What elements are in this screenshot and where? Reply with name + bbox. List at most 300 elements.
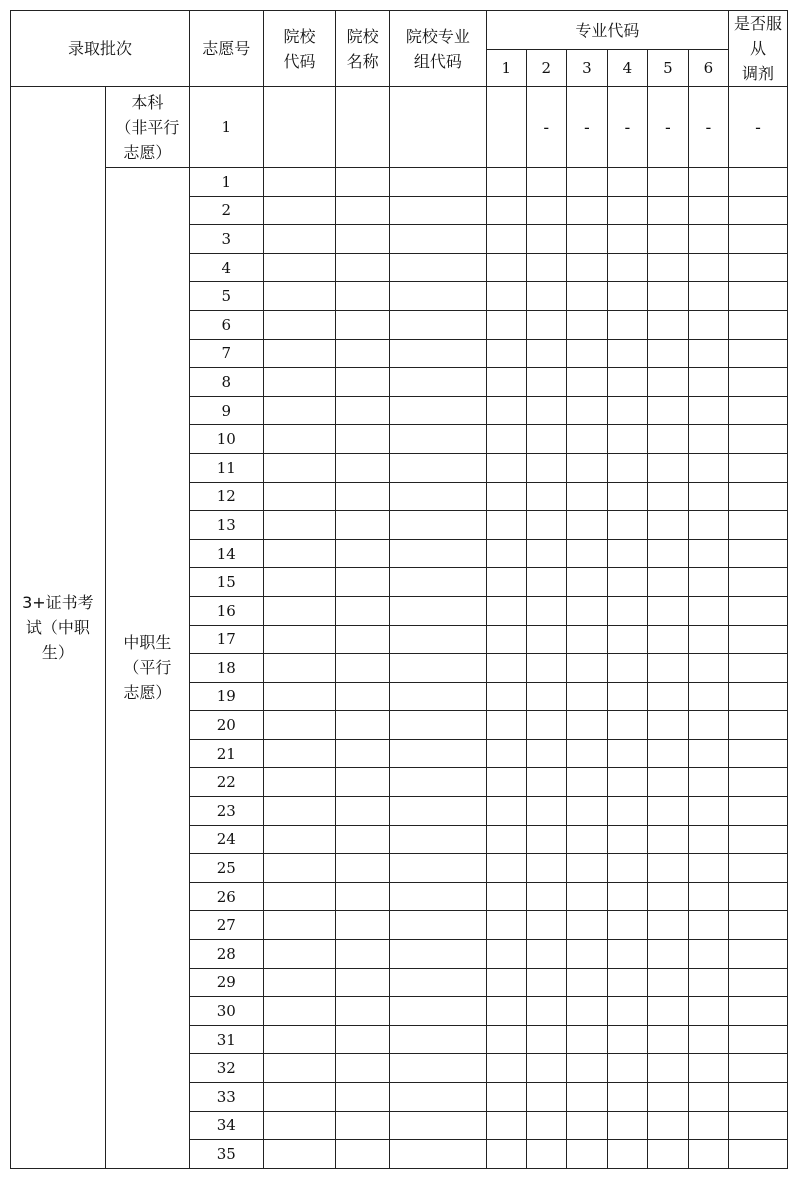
vocational-school-name-cell[interactable] [336,568,390,597]
vocational-group-code-cell[interactable] [389,396,486,425]
vocational-major-cell-1[interactable] [486,997,526,1026]
vocational-major-cell-2[interactable] [526,425,566,454]
vocational-major-cell-4[interactable] [607,425,647,454]
vocational-school-name-cell[interactable] [336,396,390,425]
vocational-major-cell-5[interactable] [647,168,688,197]
vocational-major-cell-3[interactable] [566,1054,607,1083]
vocational-major-cell-4[interactable] [607,225,647,254]
vocational-major-cell-5[interactable] [647,310,688,339]
vocational-school-code-cell[interactable] [263,968,336,997]
vocational-major-cell-3[interactable] [566,911,607,940]
vocational-major-cell-3[interactable] [566,797,607,826]
vocational-group-code-cell[interactable] [389,310,486,339]
vocational-school-code-cell[interactable] [263,1111,336,1140]
vocational-major-cell-1[interactable] [486,482,526,511]
vocational-school-name-cell[interactable] [336,1111,390,1140]
vocational-major-cell-1[interactable] [486,196,526,225]
vocational-major-cell-6[interactable] [688,940,728,969]
vocational-major-cell-4[interactable] [607,596,647,625]
vocational-group-code-cell[interactable] [389,1025,486,1054]
vocational-major-cell-1[interactable] [486,225,526,254]
vocational-group-code-cell[interactable] [389,1083,486,1112]
vocational-major-cell-4[interactable] [607,568,647,597]
vocational-adjust-cell[interactable] [728,539,787,568]
vocational-school-code-cell[interactable] [263,282,336,311]
vocational-school-name-cell[interactable] [336,282,390,311]
vocational-major-cell-6[interactable] [688,711,728,740]
vocational-school-name-cell[interactable] [336,654,390,683]
vocational-adjust-cell[interactable] [728,882,787,911]
vocational-major-cell-2[interactable] [526,539,566,568]
vocational-major-cell-6[interactable] [688,196,728,225]
vocational-major-cell-4[interactable] [607,625,647,654]
vocational-major-cell-5[interactable] [647,1025,688,1054]
vocational-school-code-cell[interactable] [263,253,336,282]
vocational-major-cell-6[interactable] [688,168,728,197]
vocational-major-cell-4[interactable] [607,825,647,854]
vocational-major-cell-2[interactable] [526,739,566,768]
vocational-major-cell-2[interactable] [526,453,566,482]
vocational-group-code-cell[interactable] [389,539,486,568]
vocational-major-cell-1[interactable] [486,310,526,339]
vocational-major-cell-6[interactable] [688,682,728,711]
vocational-major-cell-2[interactable] [526,1083,566,1112]
vocational-major-cell-6[interactable] [688,1140,728,1169]
vocational-major-cell-2[interactable] [526,825,566,854]
vocational-school-name-cell[interactable] [336,1140,390,1169]
vocational-major-cell-5[interactable] [647,225,688,254]
vocational-major-cell-2[interactable] [526,797,566,826]
vocational-adjust-cell[interactable] [728,596,787,625]
vocational-major-cell-1[interactable] [486,882,526,911]
vocational-major-cell-5[interactable] [647,482,688,511]
vocational-adjust-cell[interactable] [728,968,787,997]
vocational-major-cell-4[interactable] [607,854,647,883]
vocational-major-cell-5[interactable] [647,368,688,397]
vocational-major-cell-4[interactable] [607,339,647,368]
vocational-major-cell-1[interactable] [486,425,526,454]
vocational-major-cell-1[interactable] [486,168,526,197]
vocational-major-cell-2[interactable] [526,596,566,625]
vocational-adjust-cell[interactable] [728,1083,787,1112]
vocational-major-cell-3[interactable] [566,396,607,425]
vocational-school-code-cell[interactable] [263,482,336,511]
vocational-major-cell-3[interactable] [566,368,607,397]
vocational-adjust-cell[interactable] [728,911,787,940]
vocational-major-cell-2[interactable] [526,882,566,911]
vocational-major-cell-1[interactable] [486,940,526,969]
vocational-group-code-cell[interactable] [389,682,486,711]
vocational-major-cell-5[interactable] [647,568,688,597]
vocational-group-code-cell[interactable] [389,997,486,1026]
vocational-major-cell-5[interactable] [647,968,688,997]
vocational-group-code-cell[interactable] [389,825,486,854]
vocational-school-name-cell[interactable] [336,453,390,482]
vocational-major-cell-5[interactable] [647,911,688,940]
undergrad-school-code-cell[interactable] [263,87,336,168]
undergrad-major-cell-3[interactable]: - [566,87,607,168]
vocational-adjust-cell[interactable] [728,282,787,311]
undergrad-group-code-cell[interactable] [389,87,486,168]
vocational-major-cell-3[interactable] [566,968,607,997]
vocational-school-name-cell[interactable] [336,1054,390,1083]
vocational-school-name-cell[interactable] [336,1083,390,1112]
vocational-major-cell-5[interactable] [647,539,688,568]
vocational-group-code-cell[interactable] [389,854,486,883]
vocational-school-name-cell[interactable] [336,825,390,854]
vocational-adjust-cell[interactable] [728,797,787,826]
vocational-school-code-cell[interactable] [263,396,336,425]
vocational-group-code-cell[interactable] [389,940,486,969]
vocational-school-name-cell[interactable] [336,797,390,826]
vocational-major-cell-2[interactable] [526,310,566,339]
vocational-major-cell-1[interactable] [486,339,526,368]
vocational-major-cell-3[interactable] [566,339,607,368]
vocational-school-code-cell[interactable] [263,1025,336,1054]
vocational-major-cell-4[interactable] [607,1025,647,1054]
vocational-major-cell-1[interactable] [486,1025,526,1054]
vocational-school-code-cell[interactable] [263,911,336,940]
vocational-major-cell-3[interactable] [566,596,607,625]
vocational-major-cell-6[interactable] [688,225,728,254]
vocational-adjust-cell[interactable] [728,168,787,197]
vocational-adjust-cell[interactable] [728,1054,787,1083]
vocational-major-cell-4[interactable] [607,654,647,683]
vocational-school-name-cell[interactable] [336,225,390,254]
vocational-adjust-cell[interactable] [728,1025,787,1054]
undergrad-major-cell-5[interactable]: - [647,87,688,168]
vocational-major-cell-4[interactable] [607,1083,647,1112]
vocational-school-code-cell[interactable] [263,739,336,768]
vocational-major-cell-5[interactable] [647,596,688,625]
vocational-major-cell-1[interactable] [486,511,526,540]
vocational-major-cell-1[interactable] [486,797,526,826]
vocational-major-cell-4[interactable] [607,911,647,940]
vocational-school-name-cell[interactable] [336,368,390,397]
vocational-school-name-cell[interactable] [336,768,390,797]
vocational-major-cell-6[interactable] [688,453,728,482]
vocational-adjust-cell[interactable] [728,339,787,368]
vocational-major-cell-3[interactable] [566,253,607,282]
vocational-school-name-cell[interactable] [336,1025,390,1054]
vocational-major-cell-3[interactable] [566,768,607,797]
vocational-major-cell-6[interactable] [688,1054,728,1083]
vocational-school-code-cell[interactable] [263,310,336,339]
vocational-major-cell-4[interactable] [607,196,647,225]
vocational-major-cell-2[interactable] [526,854,566,883]
undergrad-major-cell-2[interactable]: - [526,87,566,168]
vocational-major-cell-2[interactable] [526,482,566,511]
vocational-major-cell-3[interactable] [566,310,607,339]
vocational-school-code-cell[interactable] [263,625,336,654]
vocational-major-cell-5[interactable] [647,825,688,854]
vocational-major-cell-1[interactable] [486,825,526,854]
vocational-school-name-cell[interactable] [336,711,390,740]
vocational-adjust-cell[interactable] [728,225,787,254]
vocational-major-cell-3[interactable] [566,511,607,540]
vocational-group-code-cell[interactable] [389,1111,486,1140]
vocational-major-cell-1[interactable] [486,968,526,997]
vocational-major-cell-1[interactable] [486,568,526,597]
vocational-major-cell-4[interactable] [607,368,647,397]
vocational-school-code-cell[interactable] [263,825,336,854]
vocational-major-cell-2[interactable] [526,339,566,368]
vocational-major-cell-6[interactable] [688,968,728,997]
vocational-major-cell-5[interactable] [647,682,688,711]
vocational-major-cell-2[interactable] [526,968,566,997]
vocational-major-cell-3[interactable] [566,1083,607,1112]
vocational-major-cell-2[interactable] [526,1025,566,1054]
vocational-major-cell-1[interactable] [486,1083,526,1112]
vocational-major-cell-6[interactable] [688,825,728,854]
vocational-major-cell-4[interactable] [607,768,647,797]
vocational-major-cell-6[interactable] [688,882,728,911]
vocational-school-name-cell[interactable] [336,940,390,969]
vocational-school-name-cell[interactable] [336,539,390,568]
vocational-school-code-cell[interactable] [263,768,336,797]
vocational-major-cell-1[interactable] [486,453,526,482]
vocational-adjust-cell[interactable] [728,854,787,883]
vocational-group-code-cell[interactable] [389,1054,486,1083]
vocational-major-cell-2[interactable] [526,396,566,425]
undergrad-school-name-cell[interactable] [336,87,390,168]
vocational-major-cell-5[interactable] [647,1054,688,1083]
vocational-major-cell-5[interactable] [647,339,688,368]
vocational-adjust-cell[interactable] [728,940,787,969]
vocational-major-cell-4[interactable] [607,396,647,425]
vocational-group-code-cell[interactable] [389,882,486,911]
vocational-major-cell-3[interactable] [566,568,607,597]
vocational-group-code-cell[interactable] [389,711,486,740]
vocational-major-cell-4[interactable] [607,968,647,997]
vocational-major-cell-6[interactable] [688,339,728,368]
vocational-school-name-cell[interactable] [336,596,390,625]
vocational-group-code-cell[interactable] [389,425,486,454]
vocational-school-code-cell[interactable] [263,1083,336,1112]
vocational-group-code-cell[interactable] [389,1140,486,1169]
vocational-major-cell-3[interactable] [566,825,607,854]
vocational-major-cell-5[interactable] [647,654,688,683]
vocational-major-cell-1[interactable] [486,911,526,940]
vocational-major-cell-5[interactable] [647,1140,688,1169]
vocational-adjust-cell[interactable] [728,1111,787,1140]
vocational-group-code-cell[interactable] [389,968,486,997]
vocational-major-cell-2[interactable] [526,768,566,797]
vocational-major-cell-4[interactable] [607,511,647,540]
vocational-group-code-cell[interactable] [389,654,486,683]
vocational-major-cell-6[interactable] [688,768,728,797]
vocational-group-code-cell[interactable] [389,482,486,511]
vocational-major-cell-3[interactable] [566,940,607,969]
vocational-major-cell-1[interactable] [486,396,526,425]
vocational-major-cell-2[interactable] [526,368,566,397]
vocational-group-code-cell[interactable] [389,368,486,397]
vocational-major-cell-2[interactable] [526,625,566,654]
vocational-major-cell-2[interactable] [526,568,566,597]
vocational-major-cell-6[interactable] [688,425,728,454]
vocational-major-cell-1[interactable] [486,625,526,654]
vocational-major-cell-3[interactable] [566,711,607,740]
vocational-major-cell-4[interactable] [607,682,647,711]
vocational-major-cell-3[interactable] [566,882,607,911]
vocational-adjust-cell[interactable] [728,654,787,683]
vocational-major-cell-4[interactable] [607,1054,647,1083]
vocational-group-code-cell[interactable] [389,797,486,826]
vocational-adjust-cell[interactable] [728,825,787,854]
vocational-school-code-cell[interactable] [263,940,336,969]
vocational-school-name-cell[interactable] [336,253,390,282]
vocational-major-cell-1[interactable] [486,739,526,768]
vocational-major-cell-1[interactable] [486,539,526,568]
vocational-major-cell-4[interactable] [607,539,647,568]
vocational-adjust-cell[interactable] [728,511,787,540]
vocational-major-cell-4[interactable] [607,711,647,740]
vocational-major-cell-3[interactable] [566,453,607,482]
vocational-major-cell-4[interactable] [607,253,647,282]
vocational-school-name-cell[interactable] [336,882,390,911]
vocational-major-cell-5[interactable] [647,940,688,969]
vocational-major-cell-1[interactable] [486,282,526,311]
vocational-school-name-cell[interactable] [336,310,390,339]
vocational-school-code-cell[interactable] [263,997,336,1026]
vocational-major-cell-2[interactable] [526,1111,566,1140]
vocational-adjust-cell[interactable] [728,625,787,654]
vocational-school-name-cell[interactable] [336,339,390,368]
vocational-major-cell-6[interactable] [688,854,728,883]
vocational-school-name-cell[interactable] [336,911,390,940]
vocational-major-cell-2[interactable] [526,168,566,197]
vocational-major-cell-5[interactable] [647,882,688,911]
vocational-group-code-cell[interactable] [389,339,486,368]
vocational-major-cell-6[interactable] [688,511,728,540]
vocational-major-cell-1[interactable] [486,368,526,397]
vocational-group-code-cell[interactable] [389,196,486,225]
vocational-adjust-cell[interactable] [728,253,787,282]
vocational-major-cell-6[interactable] [688,911,728,940]
vocational-major-cell-5[interactable] [647,511,688,540]
vocational-major-cell-6[interactable] [688,997,728,1026]
vocational-major-cell-5[interactable] [647,396,688,425]
vocational-major-cell-3[interactable] [566,196,607,225]
vocational-major-cell-6[interactable] [688,568,728,597]
vocational-major-cell-3[interactable] [566,654,607,683]
vocational-major-cell-4[interactable] [607,282,647,311]
vocational-adjust-cell[interactable] [728,482,787,511]
vocational-major-cell-3[interactable] [566,482,607,511]
vocational-group-code-cell[interactable] [389,282,486,311]
vocational-major-cell-2[interactable] [526,196,566,225]
vocational-major-cell-2[interactable] [526,940,566,969]
vocational-major-cell-4[interactable] [607,797,647,826]
vocational-group-code-cell[interactable] [389,225,486,254]
vocational-school-name-cell[interactable] [336,968,390,997]
vocational-school-code-cell[interactable] [263,368,336,397]
undergrad-major-cell-1[interactable] [486,87,526,168]
vocational-school-code-cell[interactable] [263,682,336,711]
vocational-school-code-cell[interactable] [263,339,336,368]
vocational-major-cell-1[interactable] [486,1054,526,1083]
undergrad-adjust-cell[interactable]: - [728,87,787,168]
vocational-major-cell-6[interactable] [688,739,728,768]
vocational-group-code-cell[interactable] [389,768,486,797]
vocational-major-cell-5[interactable] [647,739,688,768]
vocational-school-name-cell[interactable] [336,168,390,197]
vocational-school-code-cell[interactable] [263,225,336,254]
vocational-major-cell-6[interactable] [688,482,728,511]
vocational-school-code-cell[interactable] [263,425,336,454]
vocational-major-cell-2[interactable] [526,682,566,711]
vocational-major-cell-6[interactable] [688,282,728,311]
vocational-major-cell-5[interactable] [647,1083,688,1112]
vocational-major-cell-3[interactable] [566,1140,607,1169]
vocational-major-cell-3[interactable] [566,539,607,568]
vocational-major-cell-2[interactable] [526,511,566,540]
vocational-major-cell-6[interactable] [688,654,728,683]
vocational-major-cell-1[interactable] [486,768,526,797]
vocational-adjust-cell[interactable] [728,739,787,768]
vocational-school-code-cell[interactable] [263,882,336,911]
vocational-adjust-cell[interactable] [728,568,787,597]
vocational-major-cell-6[interactable] [688,368,728,397]
vocational-major-cell-5[interactable] [647,1111,688,1140]
vocational-major-cell-3[interactable] [566,425,607,454]
vocational-group-code-cell[interactable] [389,511,486,540]
vocational-major-cell-6[interactable] [688,539,728,568]
vocational-major-cell-3[interactable] [566,625,607,654]
vocational-major-cell-5[interactable] [647,997,688,1026]
vocational-major-cell-5[interactable] [647,196,688,225]
vocational-major-cell-6[interactable] [688,596,728,625]
vocational-adjust-cell[interactable] [728,310,787,339]
vocational-major-cell-6[interactable] [688,1083,728,1112]
vocational-major-cell-3[interactable] [566,225,607,254]
vocational-adjust-cell[interactable] [728,768,787,797]
vocational-major-cell-3[interactable] [566,682,607,711]
vocational-major-cell-2[interactable] [526,997,566,1026]
vocational-major-cell-3[interactable] [566,854,607,883]
vocational-school-code-cell[interactable] [263,568,336,597]
vocational-school-code-cell[interactable] [263,511,336,540]
vocational-school-code-cell[interactable] [263,596,336,625]
vocational-school-code-cell[interactable] [263,539,336,568]
vocational-school-name-cell[interactable] [336,682,390,711]
vocational-major-cell-3[interactable] [566,168,607,197]
vocational-school-code-cell[interactable] [263,168,336,197]
vocational-school-name-cell[interactable] [336,196,390,225]
vocational-major-cell-5[interactable] [647,282,688,311]
vocational-school-name-cell[interactable] [336,739,390,768]
vocational-major-cell-4[interactable] [607,1140,647,1169]
vocational-major-cell-6[interactable] [688,1111,728,1140]
vocational-major-cell-5[interactable] [647,854,688,883]
vocational-major-cell-4[interactable] [607,482,647,511]
vocational-major-cell-4[interactable] [607,1111,647,1140]
vocational-group-code-cell[interactable] [389,625,486,654]
vocational-major-cell-2[interactable] [526,1140,566,1169]
vocational-major-cell-1[interactable] [486,1111,526,1140]
vocational-major-cell-1[interactable] [486,854,526,883]
vocational-major-cell-4[interactable] [607,168,647,197]
vocational-major-cell-2[interactable] [526,711,566,740]
vocational-school-name-cell[interactable] [336,482,390,511]
vocational-major-cell-6[interactable] [688,1025,728,1054]
vocational-major-cell-4[interactable] [607,739,647,768]
vocational-adjust-cell[interactable] [728,368,787,397]
vocational-school-code-cell[interactable] [263,797,336,826]
vocational-school-name-cell[interactable] [336,854,390,883]
vocational-group-code-cell[interactable] [389,911,486,940]
vocational-major-cell-6[interactable] [688,625,728,654]
